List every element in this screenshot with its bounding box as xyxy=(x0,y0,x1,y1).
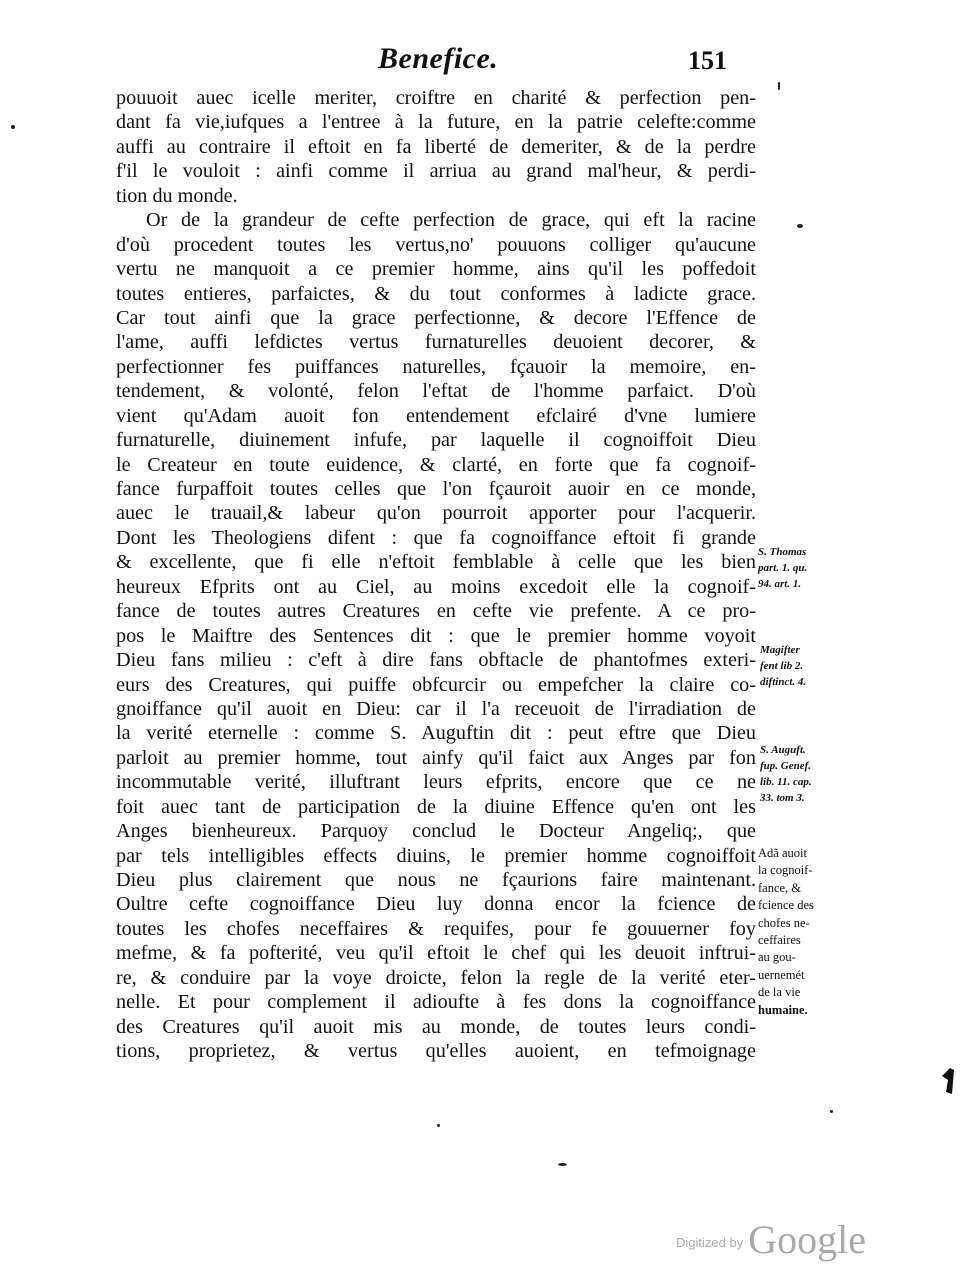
text-line: mefme, & fa pofterité, veu qu'il eftoit le chef qui les deuoit inftrui- xyxy=(116,942,756,965)
text-line: auffi au contraire il eftoit en fa liberté de demeriter, & de la perdre xyxy=(116,135,756,158)
text-line: pos le Maiftre des Sentences dit : que le premier homme voyoit xyxy=(116,624,756,647)
margin-summary-line: chofes ne- xyxy=(758,915,810,930)
margin-note-line: 33. tom 3. xyxy=(760,792,805,804)
margin-summary-line: uernemét xyxy=(758,967,805,982)
text-line: dant fa vie,iufques a l'entree à la future, en la patrie celefte:comme xyxy=(116,111,756,134)
scan-speck xyxy=(11,125,15,129)
margin-note-line: S. Auguft. xyxy=(760,744,806,756)
text-line: parloit au premier homme, tout ainfy qu'il faict aux Anges par fon xyxy=(116,746,756,769)
scan-speck xyxy=(830,1110,833,1113)
margin-summary-line: la cognoif- xyxy=(758,863,813,878)
text-line: incommutable verité, illuftrant leurs efprits, encore que ce ne xyxy=(116,771,756,794)
margin-note-augustin xyxy=(760,742,812,806)
text-line: Oultre cefte cognoiffance Dieu luy donna encor la fcience de xyxy=(116,893,756,916)
margin-note-thomas xyxy=(758,544,807,592)
text-line: foit auec tant de participation de la diuine Effence qu'en ont les xyxy=(116,795,756,818)
margin-note-line: fent lib 2. xyxy=(760,660,804,672)
text-line: pouuoit auec icelle meriter, croiftre en charité & perfection pen- xyxy=(116,87,756,109)
margin-summary-line: au gou- xyxy=(758,950,796,965)
text-line: Dont les Theologiens difent : que fa cognoiffance eftoit fi grande xyxy=(116,526,756,549)
text-line: tendement, & volonté, felon l'eftat de l'homme parfaict. D'où xyxy=(116,380,756,403)
text-line: Car tout ainfi que la grace perfectionne, & decore l'Effence de xyxy=(116,306,756,329)
text-line: d'où procedent toutes les vertus,no' pouuons colliger qu'aucune xyxy=(116,233,756,256)
scan-speck xyxy=(558,1163,567,1166)
text-line: l'ame, auffi lefdictes vertus furnaturelles deuoient decorer, & xyxy=(116,331,756,354)
text-line: perfectionner fes puiffances naturelles, fçauoir la memoire, en- xyxy=(116,355,756,378)
margin-note-line: fup. Genef. xyxy=(760,760,812,772)
watermark-prefix: Digitized by xyxy=(676,1235,744,1250)
text-line: & excellente, que fi elle n'eftoit femblable à celle que les bien xyxy=(116,551,756,574)
margin-note-line: part. 1. qu. xyxy=(758,562,808,574)
text-line: tion du monde. xyxy=(116,184,238,207)
digitized-by-google-watermark xyxy=(676,1216,866,1263)
text-line: tions, proprietez, & vertus qu'elles auoient, en tefmoignage xyxy=(116,1040,756,1063)
margin-note-line: S. Thomas xyxy=(758,546,807,558)
google-logo: Google xyxy=(748,1217,867,1262)
margin-summary-line: fance, & xyxy=(758,880,802,895)
text-line: vient qu'Adam auoit fon entendement efclairé d'vne lumiere xyxy=(116,404,756,427)
margin-summary-line: humaine. xyxy=(758,1002,808,1017)
scan-speck xyxy=(437,1124,440,1127)
text-line: Dieu fans milieu : c'eft à dire fans obftacle de phantofmes exteri- xyxy=(116,649,756,672)
text-line: toutes entieres, parfaictes, & du tout conformes à ladicte grace. xyxy=(116,282,756,305)
ink-blot xyxy=(938,1066,958,1096)
text-line: toutes les chofes neceffaires & requifes, pour fe gouuerner foy xyxy=(116,917,756,940)
margin-note-line: lib. 11. cap. xyxy=(760,776,812,788)
text-line: fance furpaffoit toutes celles que l'on fçauroit auoir en ce monde, xyxy=(116,478,756,500)
text-line: f'il le vouloit : ainfi comme il arriua au grand mal'heur, & perdi- xyxy=(116,160,756,183)
running-header-title: Benefice. xyxy=(378,42,499,75)
text-line: Anges bienheureux. Parquoy conclud le Docteur Angeliq;, que xyxy=(116,820,756,843)
body-text xyxy=(116,86,756,1064)
text-line: gnoiffance qu'il auoit en Dieu: car il l'a receuoit de l'irradiation de xyxy=(116,697,756,720)
text-line: re, & conduire par la voye droicte, felon la regle de la verité eter- xyxy=(116,966,756,989)
margin-note-line: Magifter xyxy=(760,644,800,656)
text-line: furnaturelle, diuinement infufe, par laquelle il cognoiffoit Dieu xyxy=(116,429,756,452)
margin-summary-line: ceffaires xyxy=(758,933,801,948)
text-line: le Createur en toute euidence, & clarté, en forte que fa cognoif- xyxy=(116,453,756,476)
page-number: 151 xyxy=(688,46,727,75)
scan-speck xyxy=(797,224,803,228)
text-line: la verité eternelle : comme S. Auguftin dit : peut eftre que Dieu xyxy=(116,722,756,745)
text-line: par tels intelligibles effects diuins, le premier homme cognoiffoit xyxy=(116,844,756,867)
margin-summary-note xyxy=(758,845,838,1019)
text-line: auec le trauail,& labeur qu'on pourroit apporter pour l'acquerir. xyxy=(116,502,756,525)
text-line: vertu ne manquoit a ce premier homme, ains qu'il les poffedoit xyxy=(116,258,756,281)
scan-speck xyxy=(778,82,780,90)
margin-summary-line: Adã auoit xyxy=(758,846,807,860)
text-line: des Creatures qu'il auoit mis au monde, de toutes leurs condi- xyxy=(116,1015,756,1038)
text-line: heureux Efprits ont au Ciel, au moins excedoit elle la cognoif- xyxy=(116,575,756,598)
margin-note-line: diftinct. 4. xyxy=(760,676,807,688)
paragraph-start-line: Or de la grandeur de cefte perfection de grace, qui eft la racine xyxy=(146,209,756,232)
text-line: eurs des Creatures, qui puiffe obfcurcir ou empefcher la claire co- xyxy=(116,673,756,696)
margin-summary-line: fcience des xyxy=(758,898,814,913)
text-line: nelle. Et pour complement il adioufte à fes dons la cognoiffance xyxy=(116,991,756,1014)
margin-summary-line: de la vie xyxy=(758,985,801,1000)
margin-note-magister xyxy=(760,642,806,690)
text-line: Dieu plus clairement que nous ne fçaurions faire maintenant. xyxy=(116,869,756,891)
margin-note-line: 94. art. 1. xyxy=(758,578,802,590)
text-line: fance de toutes autres Creatures en cefte vie prefente. A ce pro- xyxy=(116,600,756,623)
